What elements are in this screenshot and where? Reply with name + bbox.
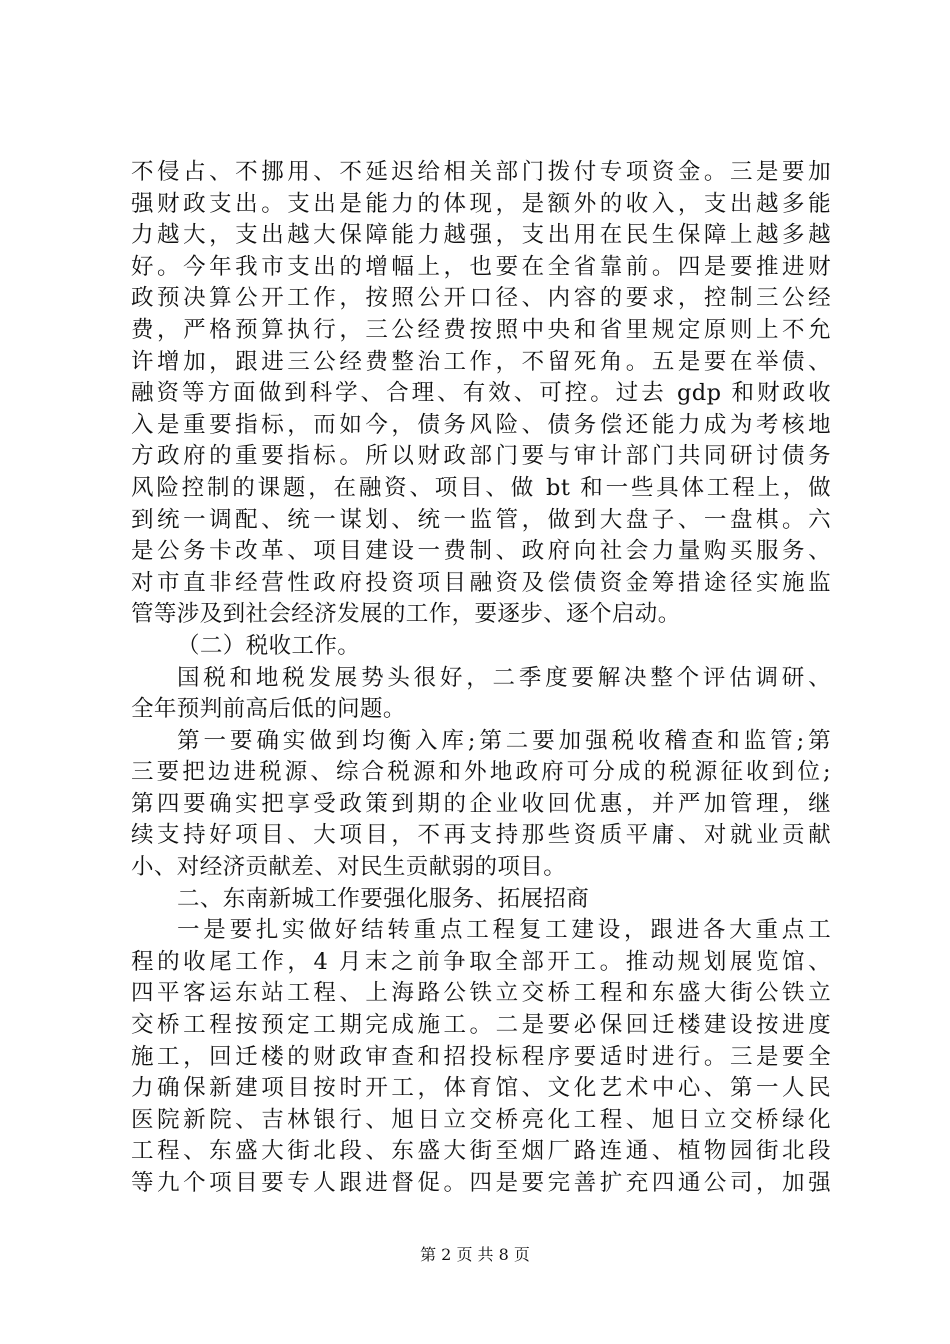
text-line: 二、东南新城工作要强化服务、拓展招商 bbox=[177, 885, 590, 912]
text-line: 小、对经济贡献差、对民生贡献弱的项目。 bbox=[131, 854, 567, 881]
text-line: 力确保新建项目按时开工，体育馆、文化艺术中心、第一人民 bbox=[131, 1075, 831, 1102]
text-line: 第四要确实把享受政策到期的企业收回优惠，并严加管理，继 bbox=[131, 790, 831, 817]
text-line: 续支持好项目、大项目，不再支持那些资质平庸、对就业贡献 bbox=[131, 822, 831, 849]
text-line: 第一要确实做到均衡入库;第二要加强税收稽查和监管;第 bbox=[177, 727, 831, 754]
text-line: 管等涉及到社会经济发展的工作，要逐步、逐个启动。 bbox=[131, 601, 681, 628]
text-line: 三要把边进税源、综合税源和外地政府可分成的税源征收到位; bbox=[131, 759, 831, 786]
text-line: 医院新院、吉林银行、旭日立交桥亮化工程、旭日立交桥绿化 bbox=[131, 1106, 831, 1133]
text-line: 施工，回迁楼的财政审查和招投标程序要适时进行。三是要全 bbox=[131, 1043, 831, 1070]
text-line: 不侵占、不挪用、不延迟给相关部门拨付专项资金。三是要加 bbox=[131, 159, 831, 185]
text-line: 工程、东盛大街北段、东盛大街至烟厂路连通、植物园街北段 bbox=[131, 1138, 831, 1165]
text-line: 到统一调配、统一谋划、统一监管，做到大盘子、一盘棋。六 bbox=[131, 506, 831, 533]
page-footer: 第 2 页 共 8 页 bbox=[420, 1245, 530, 1264]
text-line: 交桥工程按预定工期完成施工。二是要必保回迁楼建设按进度 bbox=[131, 1012, 831, 1039]
text-line: 风险控制的课题，在融资、项目、做 bt 和一些具体工程上，做 bbox=[131, 474, 831, 501]
text-line: 对市直非经营性政府投资项目融资及偿债资金筹措途径实施监 bbox=[131, 569, 831, 596]
text-line: 方政府的重要指标。所以财政部门要与审计部门共同研讨债务 bbox=[131, 443, 831, 470]
document-body bbox=[131, 157, 831, 1200]
text-line: 等九个项目要专人跟进督促。四是要完善扩充四通公司，加强 bbox=[131, 1170, 831, 1196]
text-line: 全年预判前高后低的问题。 bbox=[131, 696, 406, 723]
text-line: 入是重要指标，而如今，债务风险、债务偿还能力成为考核地 bbox=[131, 411, 831, 438]
text-line: 许增加，跟进三公经费整治工作，不留死角。五是要在举债、 bbox=[131, 348, 831, 375]
text-line: 费，严格预算执行，三公经费按照中央和省里规定原则上不允 bbox=[131, 316, 831, 343]
text-line: 程的收尾工作，4 月末之前争取全部开工。推动规划展览馆、 bbox=[131, 948, 831, 975]
text-line: 力越大，支出越大保障能力越强，支出用在民生保障上越多越 bbox=[131, 222, 831, 249]
text-line: 是公务卡改革、项目建设一费制、政府向社会力量购买服务、 bbox=[131, 538, 831, 565]
text-line: （二）税收工作。 bbox=[177, 632, 361, 659]
text-line: 四平客运东站工程、上海路公铁立交桥工程和东盛大街公铁立 bbox=[131, 980, 831, 1007]
text-line: 强财政支出。支出是能力的体现，是额外的收入，支出越多能 bbox=[131, 190, 831, 217]
text-line: 好。今年我市支出的增幅上，也要在全省靠前。四是要推进财 bbox=[131, 253, 831, 280]
text-line: 国税和地税发展势头很好，二季度要解决整个评估调研、 bbox=[177, 664, 831, 691]
text-line: 政预决算公开工作，按照公开口径、内容的要求，控制三公经 bbox=[131, 285, 831, 312]
text-line: 一是要扎实做好结转重点工程复工建设，跟进各大重点工 bbox=[177, 917, 831, 944]
text-line: 融资等方面做到科学、合理、有效、可控。过去 gdp 和财政收 bbox=[131, 380, 831, 407]
